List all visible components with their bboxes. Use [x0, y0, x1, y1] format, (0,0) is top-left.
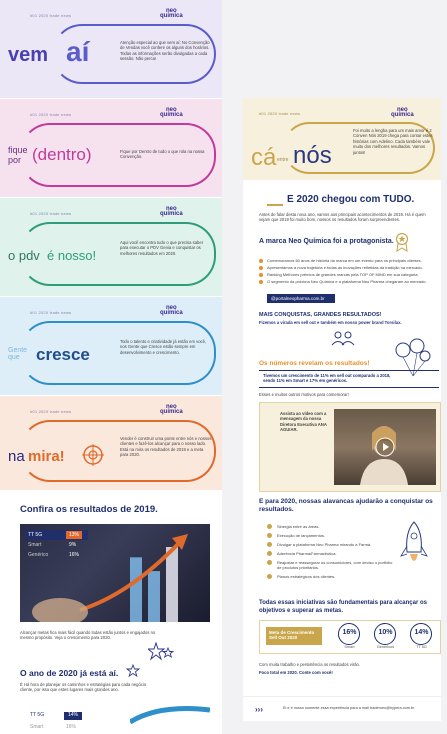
- legend-row: [26, 530, 88, 540]
- bullet-text: Ranking Melhores prêmios de grandes marcas pela TOP OF MIND em sua categoria.: [267, 272, 419, 277]
- goals-box: [259, 620, 441, 654]
- step-text: Divulgar a plataforma Neo Pharma mirando a Farmá.: [277, 542, 372, 547]
- header-meta: #01 2020 trade news: [259, 111, 301, 116]
- title-conquistas: MAIS CONQUISTAS, GRANDES RESULTADOS!: [259, 312, 382, 318]
- goal-label-text: TT 5G: [416, 645, 427, 649]
- goal-value: 14%: [414, 629, 429, 636]
- para-comemorar: Esses e muitos outros motivos para comemorar!: [259, 392, 349, 397]
- results-caption: Alcançar metas fica mais fácil quando todas estão juntos e engajados no mesmo propósito. Veja o crescimento para 2020.: [20, 630, 156, 641]
- star-icon: [148, 642, 174, 662]
- hand-shape: [32, 598, 88, 622]
- results-title: Confira os resultados de 2019.: [20, 504, 158, 515]
- bar-tt-5g: [130, 557, 142, 622]
- header-intro: Foi muito a lengha para um mais amor é 2 Conven Nós 2019 chega para contar estes histórias com Adelino. Cada também vale muito dos melhores resultados. Vamos juntos!: [353, 128, 433, 155]
- video-box[interactable]: [259, 402, 441, 492]
- step-dot-icon: [267, 524, 272, 529]
- legend2-label: TT 5G: [30, 712, 45, 718]
- legend2-value: 14%: [64, 712, 82, 720]
- step-dot-icon: [267, 542, 272, 547]
- headline-a: Gente que: [8, 347, 28, 361]
- legend-row: [26, 540, 88, 550]
- headline-b: (dentro): [32, 145, 92, 164]
- gold-divider: [267, 204, 283, 206]
- legend-row: [26, 550, 88, 560]
- results-legend: [26, 530, 88, 560]
- step-dot-icon: [267, 560, 272, 565]
- video-thumbnail[interactable]: [334, 409, 436, 485]
- card-meta: #01 2020 trade news: [30, 310, 72, 315]
- headline-a: o pdv: [8, 248, 40, 263]
- card-na-mira: [0, 396, 222, 490]
- goal-value: 10%: [378, 629, 393, 636]
- video-caption: Assista ao vídeo com a mensagem da nossa Diretora Executiva ANA AGUIAR.: [280, 411, 327, 433]
- headline-a: vem: [8, 44, 49, 66]
- card-pdv: [0, 198, 222, 296]
- card-gente-que-cresce: [0, 297, 222, 395]
- goal-circle: [370, 623, 400, 651]
- bullet-dot-icon: [259, 280, 263, 284]
- bullet-dot-icon: [259, 266, 263, 270]
- goal-label: Meta de Crescimento Sell Out 2020: [269, 630, 315, 641]
- headline-b: nós: [293, 142, 332, 169]
- title-iniciativas: Todas essas iniciativas são fundamentais para alcançar os objetivos e superar as metas.: [259, 600, 427, 614]
- title-alavancas: E para 2020, nossas alavancas ajudarão a conquistar os resultados.: [259, 498, 433, 514]
- closing-bold: Foco total em 2020. Conte com você!: [259, 670, 333, 675]
- neo-quimica-logo: neo química: [160, 404, 183, 416]
- bullet-list: [259, 258, 433, 286]
- step-dot-icon: [267, 533, 272, 538]
- card-dentro: [0, 99, 222, 197]
- neo-quimica-logo: neo química: [391, 107, 414, 119]
- step-text: Reajustar e reassegurar os consumidores, com deciso o portfólio de produtos prioritários.: [277, 560, 393, 570]
- year-body: É Há hora de planejar os caminhos e estratégias para cada negócio cliente, por isso que estes lugares mais grandes ano.: [20, 682, 147, 693]
- right-newsletter: [243, 98, 441, 721]
- step-item: [267, 524, 397, 529]
- people-icon: [331, 330, 355, 346]
- goal-label-text: Genéricos: [376, 645, 395, 649]
- results-section: [0, 490, 222, 734]
- goal-label-badge: [266, 627, 322, 645]
- legend-label: TT 5G: [28, 532, 43, 538]
- goal-label-text: Smart: [344, 645, 355, 649]
- bullet-dot-icon: [259, 259, 263, 263]
- portal-link-text[interactable]: @portalneopharma.com.br: [271, 296, 325, 301]
- footer-arrows: ›››: [255, 705, 263, 714]
- step-item: [267, 542, 397, 547]
- legend-label: Genérico: [28, 552, 49, 558]
- left-newsletter: [0, 0, 222, 734]
- bullet-text: O segmento da próxima Neo Química e a plataforma Neo Pharma chegaram ao mercado.: [267, 279, 427, 284]
- bullet-item: [259, 258, 433, 263]
- bullet-text: Apresentamos a nova trajetória e todas as inovações refletidas da tradição na mercado.: [267, 265, 423, 270]
- step-item: [267, 533, 397, 538]
- step-dot-icon: [267, 551, 272, 556]
- title-marca: A marca Neo Química foi a protagonista.: [259, 238, 394, 245]
- step-dot-icon: [267, 574, 272, 579]
- card-meta: #01 2020 trade news: [30, 409, 72, 414]
- legend-value: 13%: [66, 531, 82, 539]
- legend-value: 16%: [69, 552, 80, 558]
- card-body: Fique por Dentro de tudo o que rola na nossa Convenção.: [120, 149, 205, 160]
- headline-b: mira!: [28, 448, 65, 465]
- legend-value: 9%: [69, 542, 77, 548]
- closing: Com muita trabalho e persistência os resultados virão.: [259, 662, 361, 667]
- legend2-value: 16%: [66, 724, 77, 730]
- neo-quimica-logo: neo química: [160, 305, 183, 317]
- step-text: Execução de lançamentos.: [277, 533, 326, 538]
- star-icon: [126, 664, 140, 678]
- headline-a: fique por: [8, 145, 28, 165]
- legend2-row-1: [26, 712, 88, 720]
- card-meta: #01 2020 trade news: [30, 112, 72, 117]
- headline-a: cá: [251, 144, 277, 171]
- headline-b: aí: [66, 36, 90, 67]
- neo-quimica-logo: neo química: [160, 107, 183, 119]
- steps-list: [267, 524, 397, 583]
- bullet-text: Comemoramos 60 anos de história da marca em um evento para os principais clientes.: [267, 258, 422, 263]
- card-body: Todo o talento e criatividade já estão em você, nos Gente que Cresce estão sempre em desenvolvimento e crescimento.: [120, 339, 207, 355]
- target-icon: [82, 444, 104, 466]
- step-text: Sinergia entre as áreas.: [277, 524, 320, 529]
- para-conquistas: Fizemos a virada em sell out e também em nosso power brand Torsilax.: [259, 320, 402, 325]
- step-item: [267, 560, 397, 570]
- headline-b: cresce: [36, 345, 90, 364]
- goal-circle: [334, 623, 364, 651]
- para-intro: Antes de falar desta nova ano, vamos aos principais acontecimentos de 2019. Há é quem vejam que 2019 foi muito bom, nossos os resultados foram surpreendentes.: [259, 212, 426, 223]
- legend-label: Smart: [28, 542, 42, 548]
- title-numeros: Os números revelam os resultados!: [259, 360, 370, 367]
- bar-smart: [148, 571, 160, 622]
- play-icon[interactable]: [375, 437, 395, 457]
- para-numeros: Tivemos um crescimento de 11% em sell out comparado a 2018, sendo 11% em Smart e 17% em genéricos.: [263, 373, 391, 384]
- headline-a: na: [8, 448, 25, 465]
- card-vem-ai: [0, 0, 222, 98]
- bullet-item: [259, 265, 433, 270]
- card-meta: #01 2020 trade news: [30, 13, 72, 18]
- card-body: Aqui você encontra tudo o que precisa saber para executar o PDV Genia e conquistar os melhores resultados em 2020.: [120, 240, 204, 256]
- footer: [243, 696, 441, 721]
- header-banner: [243, 98, 441, 180]
- step-item: [267, 551, 397, 556]
- goals-row: [334, 623, 438, 651]
- year-title: O ano de 2020 já está aí.: [20, 668, 119, 678]
- numeros-box: [259, 370, 439, 388]
- goal-circle: [406, 623, 436, 651]
- bar-genérico: [166, 547, 178, 622]
- step-item: [267, 574, 397, 579]
- bullet-item: [259, 279, 433, 284]
- neo-quimica-logo: neo química: [160, 206, 183, 218]
- swoosh-decoration: [130, 704, 210, 724]
- bullet-dot-icon: [259, 273, 263, 277]
- goal-value: 16%: [342, 629, 357, 636]
- card-body: Atenção especial ao que vem aí: No Convenção de Vendas você confere os alguns dos horários. Todas as informações serão divulgadas a cada sessão. Não perca!: [120, 40, 210, 62]
- neo-quimica-logo: neo química: [160, 8, 183, 20]
- legend2-row-2: [26, 724, 88, 732]
- footer-text: Ei e é nosso somente essa experiência para a mail traderneo@hypera.com.br: [283, 706, 415, 710]
- card-meta: #01 2020 trade news: [30, 211, 72, 216]
- step-text: Aderência Pharma/Farmacêutica.: [277, 551, 337, 556]
- headline-mid: entre: [277, 157, 289, 163]
- award-icon: [393, 232, 411, 252]
- step-text: Planos estratégicos dos clientes.: [277, 574, 336, 579]
- legend2-label: Smart: [30, 724, 44, 730]
- portal-link[interactable]: [267, 294, 335, 303]
- card-body: Vender é construir uma ponte entre nós e nossos clientes e fazê-los alcançar para o nosso lado. Está na mira os resultados de 2019 e a meta para 2020.: [120, 436, 212, 458]
- bullet-item: [259, 272, 433, 277]
- title-2020: E 2020 chegou com TUDO.: [287, 194, 415, 205]
- headline-b: é nosso!: [47, 248, 97, 263]
- rocket-icon: [393, 518, 435, 578]
